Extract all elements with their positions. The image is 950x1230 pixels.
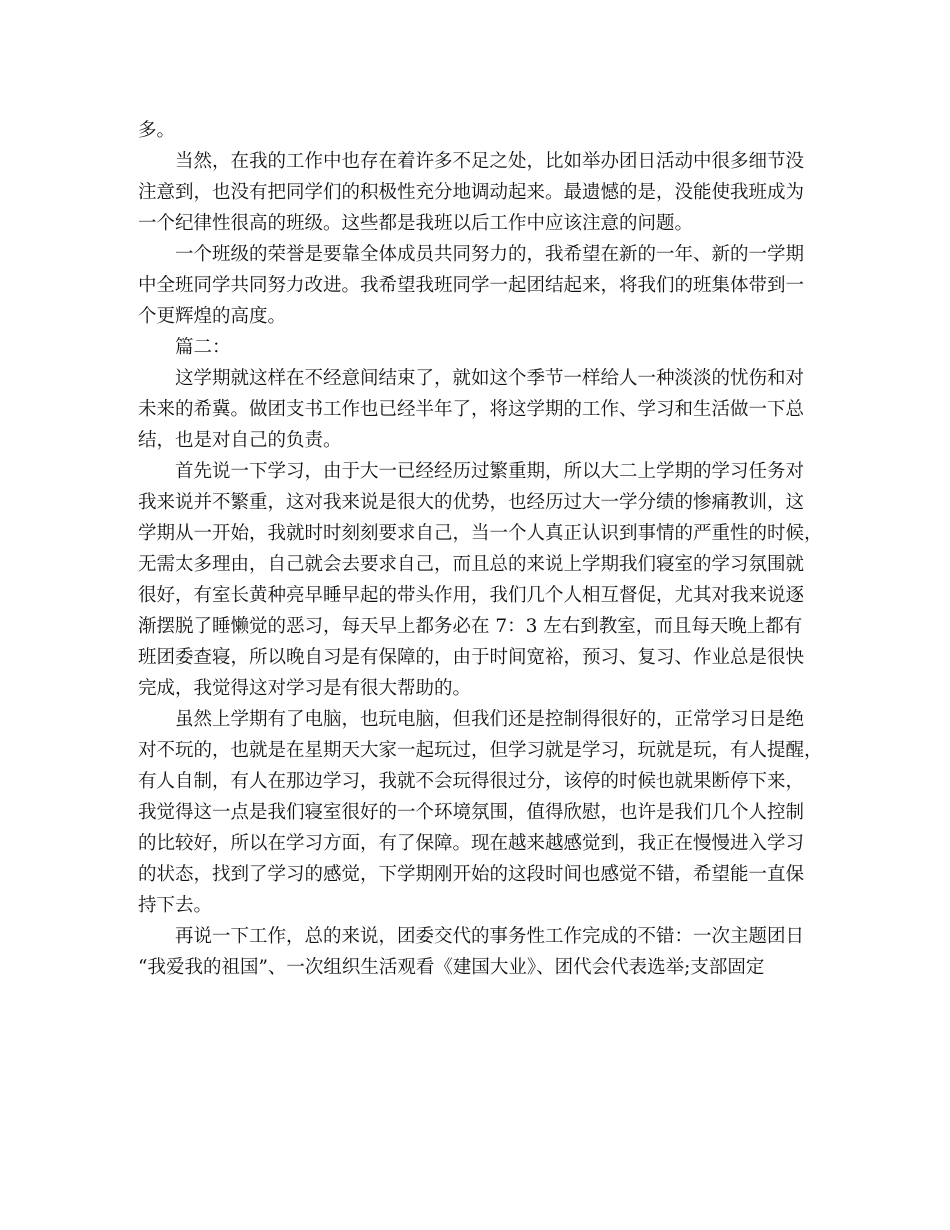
- text-line: 我来说并不繁重，这对我来说是很大的优势，也经历过大一学分绩的惨痛教训，这: [138, 492, 805, 513]
- text-line: 篇二：: [175, 337, 231, 358]
- text-line: “我爱我的祖国”、一次组织生活观看《建国大业》、团代会代表选举;支部固定: [138, 957, 765, 978]
- text-line: 结，也是对自己的负责。: [138, 430, 342, 451]
- text-line: 无需太多理由，自己就会去要求自己，而且总的来说上学期我们寝室的学习氛围就: [138, 554, 805, 575]
- text-line: 当然，在我的工作中也存在着许多不足之处，比如举办团日活动中很多细节没: [175, 151, 805, 172]
- text-line: 注意到，也没有把同学们的积极性充分地调动起来。最遗憾的是，没能使我班成为: [138, 182, 805, 203]
- text-line: 学期从一开始，我就时时刻刻要求自己，当一个人真正认识到事情的严重性的时候，: [138, 523, 823, 544]
- text-line: 完成，我觉得这对学习是有很大帮助的。: [138, 678, 472, 699]
- text-line: 持下去。: [138, 895, 213, 916]
- text-line: 有人自制，有人在那边学习，我就不会玩得很过分，该停的时候也就果断停下来，: [138, 771, 805, 792]
- text-line: 中全班同学共同努力改进。我希望我班同学一起团结起来，将我们的班集体带到一: [138, 275, 805, 296]
- text-line: 的比较好，所以在学习方面，有了保障。现在越来越感觉到，我正在慢慢进入学习: [138, 833, 805, 854]
- text-line: 一个纪律性很高的班级。这些都是我班以后工作中应该注意的问题。: [138, 213, 694, 234]
- text-line: 再说一下工作，总的来说，团委交代的事务性工作完成的不错：一次主题团日: [175, 926, 805, 947]
- text-line: 渐摆脱了睡懒觉的恶习，每天早上都务必在 7：3 左右到教室，而且每天晚上都有: [138, 616, 803, 637]
- text-line: 未来的希冀。做团支书工作也已经半年了，将这学期的工作、学习和生活做一下总: [138, 399, 805, 420]
- text-line: 很好，有室长黄种亮早睡早起的带头作用，我们几个人相互督促，尤其对我来说逐: [138, 585, 805, 606]
- text-line: 多。: [138, 120, 176, 141]
- text-line: 这学期就这样在不经意间结束了，就如这个季节一样给人一种淡淡的忧伤和对: [175, 368, 805, 389]
- text-line: 虽然上学期有了电脑，也玩电脑，但我们还是控制得很好的，正常学习日是绝: [175, 709, 805, 730]
- text-line: 的状态，找到了学习的感觉，下学期刚开始的这段时间也感觉不错，希望能一直保: [138, 864, 805, 885]
- text-line: 对不玩的，也就是在星期天大家一起玩过，但学习就是学习，玩就是玩，有人提醒，: [138, 740, 823, 761]
- text-line: 首先说一下学习，由于大一已经经历过繁重期，所以大二上学期的学习任务对: [175, 461, 805, 482]
- text-line: 我觉得这一点是我们寝室很好的一个环境氛围，值得欣慰，也许是我们几个人控制: [138, 802, 805, 823]
- document-body: [138, 115, 823, 983]
- text-line: 个更辉煌的高度。: [138, 306, 287, 327]
- text-line: 一个班级的荣誉是要靠全体成员共同努力的，我希望在新的一年、新的一学期: [175, 244, 805, 265]
- text-line: 班团委查寝，所以晚自习是有保障的，由于时间宽裕，预习、复习、作业总是很快: [138, 647, 805, 668]
